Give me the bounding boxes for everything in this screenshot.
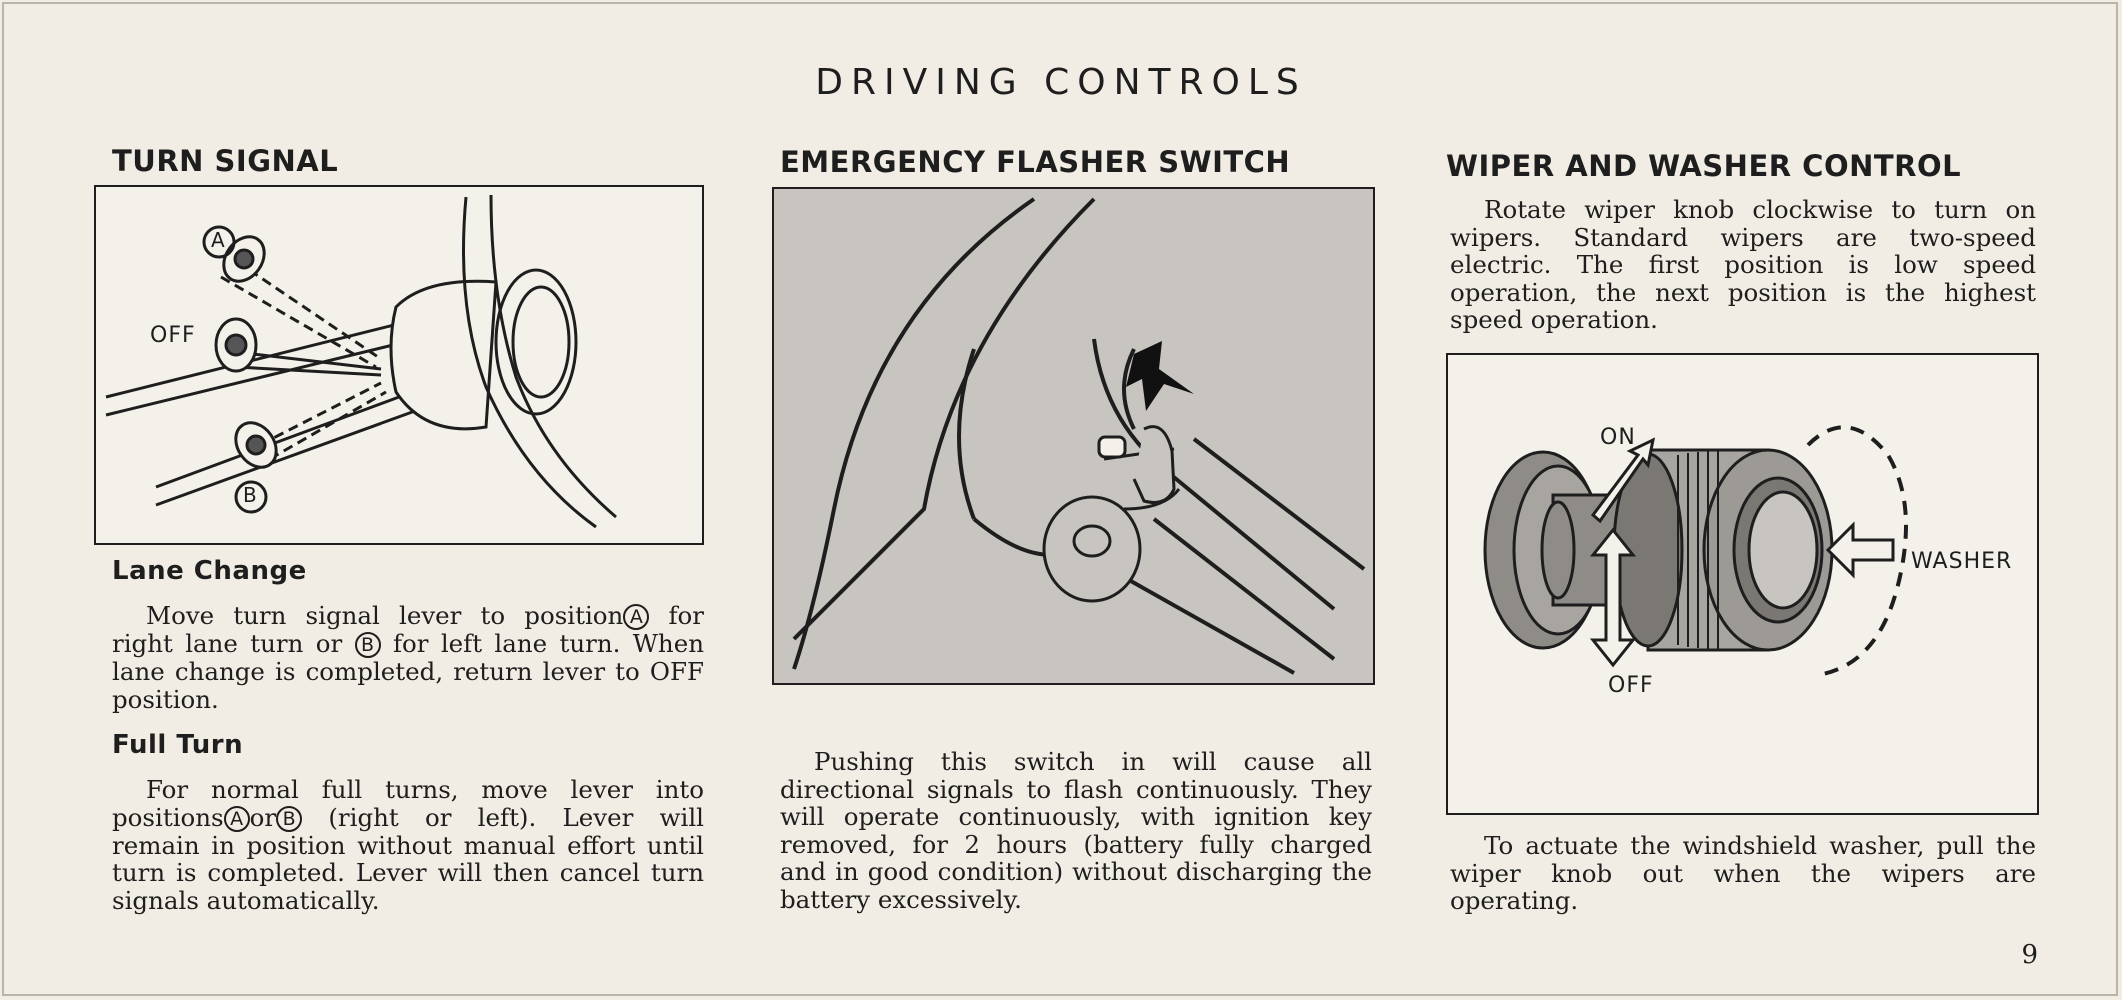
washer-label: WASHER	[1911, 549, 2013, 574]
turn-signal-heading: TURN SIGNAL	[112, 144, 339, 178]
emergency-flasher-figure	[772, 187, 1375, 685]
lane-change-text-2: for right lane turn or	[112, 601, 704, 658]
turn-signal-figure	[94, 185, 704, 545]
emergency-flasher-heading: EMERGENCY FLASHER SWITCH	[780, 145, 1291, 179]
emergency-flasher-text: Pushing this switch in will cause all directional signals to flash continuously. They will operate continuously, with ignition key removed, for 2 hours (battery fully charged and in good condition) without discharging the battery excessively.	[780, 747, 1372, 914]
position-a-symbol: A	[224, 806, 250, 832]
position-a-symbol: A	[623, 604, 649, 630]
position-b-symbol: B	[355, 632, 381, 658]
wiper-washer-illustration	[1448, 355, 2037, 813]
full-turn-text-3: (right or left). Lever will remain in position without manual effort until turn is completed. Lever will then cancel turn signals automatically.	[112, 802, 705, 915]
wiper-washer-figure	[1446, 353, 2039, 815]
emergency-flasher-illustration	[774, 189, 1373, 683]
full-turn-text	[112, 776, 704, 914]
wiper-on-label: ON	[1600, 425, 1636, 450]
turn-signal-illustration	[96, 187, 702, 543]
page-title: DRIVING CONTROLS	[815, 62, 1307, 103]
full-turn-text-1: For normal full turns, move lever into positions	[112, 775, 704, 832]
page-number: 9	[2021, 940, 2038, 970]
lane-change-heading: Lane Change	[112, 556, 307, 586]
lane-change-text	[112, 602, 704, 713]
full-turn-text-2: or	[249, 802, 277, 832]
wiper-off-label: OFF	[1608, 673, 1654, 698]
turn-signal-label-b: B	[243, 483, 258, 507]
full-turn-heading: Full Turn	[112, 730, 244, 760]
turn-signal-label-a: A	[211, 228, 226, 252]
position-b-symbol: B	[276, 806, 302, 832]
wiper-washer-text-2: To actuate the windshield washer, pull the wiper knob out when the wipers are operating.	[1450, 831, 2036, 915]
turn-signal-label-off: OFF	[150, 323, 196, 348]
wiper-washer-text-1: Rotate wiper knob clockwise to turn on wipers. Standard wipers are two-speed electric. The first position is low speed operation, the next position is the highest speed operation.	[1450, 195, 2036, 334]
lane-change-text-1: Move turn signal lever to position	[146, 601, 624, 630]
wiper-washer-heading: WIPER AND WASHER CONTROL	[1446, 149, 1962, 183]
lane-change-text-3: for left lane turn. When lane change is completed, return lever to OFF position.	[112, 629, 704, 714]
